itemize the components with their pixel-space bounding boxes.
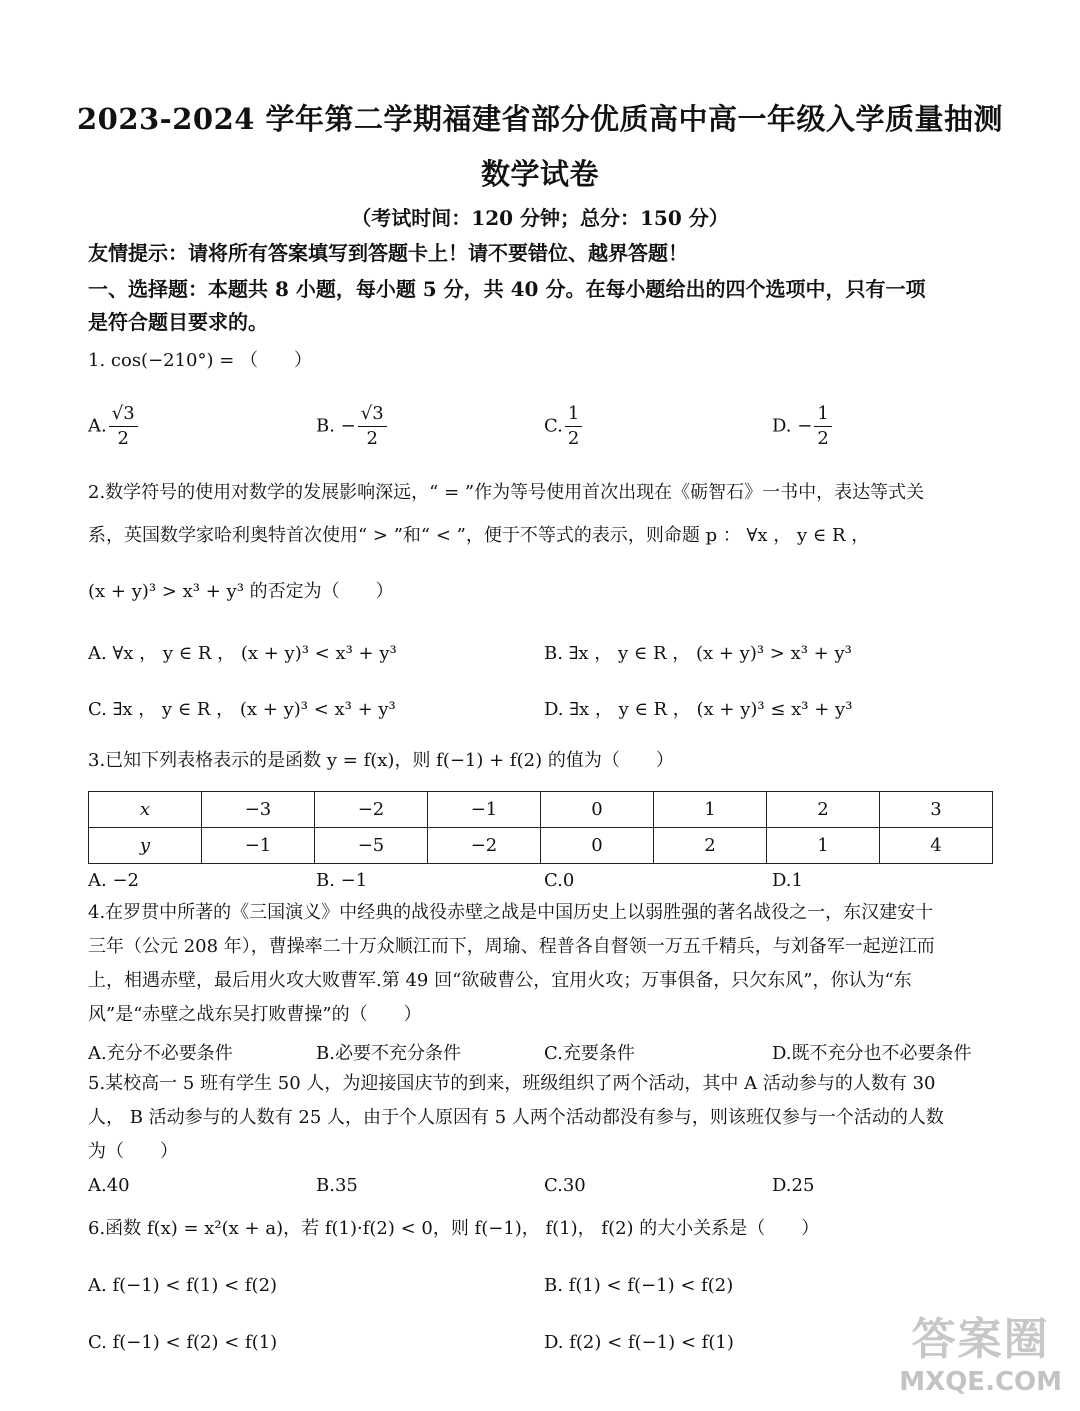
table-header-y: y [89,828,202,864]
q5-option-d: D.25 [772,1175,815,1196]
q4-option-b: B.必要不充分条件 [316,1043,461,1064]
q3-option-a: A. −2 [88,870,139,891]
section-heading-line2: 是符合题目要求的。 [88,310,268,334]
q3-option-b: B. −1 [316,870,368,891]
q1-d-denominator: 2 [817,427,829,449]
subject-title: 数学试卷 [480,157,599,191]
q1-option-d [772,404,832,449]
q1-option-a [88,404,138,449]
q4-stem-line4: 风”是“赤壁之战东吴打败曹操”的（ ） [88,1004,422,1025]
exam-info: （考试时间：120 分钟；总分：150 分） [351,206,729,230]
q3-option-c: C.0 [544,870,575,891]
q1-a-fraction [109,404,138,449]
tip-line: 友情提示：请将所有答案填写到答题卡上！请不要错位、越界答题！ [88,241,688,265]
q1-option-b [316,404,387,449]
q1-a-label: A. [88,415,107,437]
q2-option-a: A. ∀x ， y ∈ R ， (x + y)³ < x³ + y³ [88,643,397,664]
table-header-x: x [89,792,202,828]
table-cell: −1 [202,828,315,864]
q6-stem: 6.函数 f(x) = x²(x + a)，若 f(1)·f(2) < 0，则 f(−1)， f(1)， f(2) 的大小关系是（ ） [88,1218,820,1239]
table-cell: 0 [541,828,654,864]
q1-stem: 1. cos(−210°) = （ ） [88,350,313,371]
q4-stem-line2: 三年（公元 208 年），曹操率二十万众顺江而下，周瑜、程普各自督领一万五千精兵，与刘备军一起逆江而 [88,936,935,957]
exam-title: 2023-2024 学年第二学期福建省部分优质高中高一年级入学质量抽测 [76,102,1004,136]
q5-stem-line1: 5.某校高一 5 班有学生 50 人，为迎接国庆节的到来，班级组织了两个活动，其中 A 活动参与的人数有 30 [88,1073,936,1094]
q6-option-c: C. f(−1) < f(2) < f(1) [88,1332,278,1353]
q5-stem-line2: 人， B 活动参与的人数有 25 人，由于个人原因有 5 人两个活动都没有参与，则该班仅参与一个活动的人数 [88,1107,944,1128]
table-cell: −2 [315,792,428,828]
q1-b-fraction [358,404,387,449]
table-cell: 4 [880,828,993,864]
q5-option-c: C.30 [544,1175,586,1196]
q2-option-c: C. ∃x ， y ∈ R ， (x + y)³ < x³ + y³ [88,699,396,720]
q1-b-denominator: 2 [366,427,378,449]
table-cell: −3 [202,792,315,828]
q4-option-a: A.充分不必要条件 [88,1043,233,1064]
watermark [899,1303,1062,1397]
table-row-x [89,792,993,828]
q5-option-b: B.35 [316,1175,358,1196]
table-cell: 2 [767,792,880,828]
watermark-logo-text: 答案圈 [911,1314,1050,1365]
table-cell: −5 [315,828,428,864]
q1-c-denominator: 2 [567,427,580,449]
table-cell: 2 [654,828,767,864]
watermark-url: MXQE.COM [899,1367,1062,1397]
q1-c-fraction [565,404,582,449]
q1-b-label: B. − [316,415,356,437]
q1-c-label: C. [544,415,563,437]
q4-stem-line1: 4.在罗贯中所著的《三国演义》中经典的战役赤壁之战是中国历史上以弱胜强的著名战役之一，东汉建安十 [88,902,934,923]
q5-option-a: A.40 [88,1175,130,1196]
q4-option-c: C.充要条件 [544,1043,635,1064]
q6-option-a: A. f(−1) < f(1) < f(2) [88,1275,278,1296]
q1-c-numerator: 1 [565,404,582,427]
table-cell: −1 [428,792,541,828]
q1-a-numerator: √3 [109,404,138,427]
q2-option-b: B. ∃x ， y ∈ R ， (x + y)³ > x³ + y³ [544,643,852,664]
q1-a-denominator: 2 [117,427,129,449]
q1-b-numerator: √3 [358,404,387,427]
q6-option-d: D. f(2) < f(−1) < f(1) [544,1332,734,1353]
q5-stem-line3: 为（ ） [88,1141,178,1162]
q4-option-d: D.既不充分也不必要条件 [772,1043,972,1064]
q2-option-d: D. ∃x ， y ∈ R ， (x + y)³ ≤ x³ + y³ [544,699,853,720]
q6-option-b: B. f(1) < f(−1) < f(2) [544,1275,734,1296]
function-value-table [88,791,993,864]
table-cell: 0 [541,792,654,828]
q1-option-c [544,404,582,449]
q3-stem: 3.已知下列表格表示的是函数 y = f(x)，则 f(−1) + f(2) 的值为（ ） [88,750,674,771]
table-cell: −2 [428,828,541,864]
q1-d-label: D. − [772,415,813,437]
table-cell: 1 [654,792,767,828]
q1-d-numerator: 1 [814,404,831,427]
q2-stem-line2: 系，英国数学家哈利奥特首次使用“ > ”和“ < ”，便于不等式的表示，则命题 p ： ∀x ， y ∈ R ， [88,525,870,546]
table-cell: 1 [767,828,880,864]
q1-d-fraction [814,404,831,449]
q4-stem-line3: 上，相遇赤壁，最后用火攻大败曹军.第 49 回“欲破曹公，宜用火攻；万事俱备，只欠东风”，你认为“东 [88,970,912,991]
q2-stem-line3: (x + y)³ > x³ + y³ 的否定为（ ） [88,581,394,602]
q2-stem-line1: 2.数学符号的使用对数学的发展影响深远，“ = ”作为等号使用首次出现在《砺智石》一书中，表达等式关 [88,482,925,503]
section-heading-line1: 一、选择题：本题共 8 小题，每小题 5 分，共 40 分。在每小题给出的四个选项中，只有一项 [88,277,926,301]
q3-option-d: D.1 [772,870,803,891]
table-row-y [89,828,993,864]
table-cell: 3 [880,792,993,828]
